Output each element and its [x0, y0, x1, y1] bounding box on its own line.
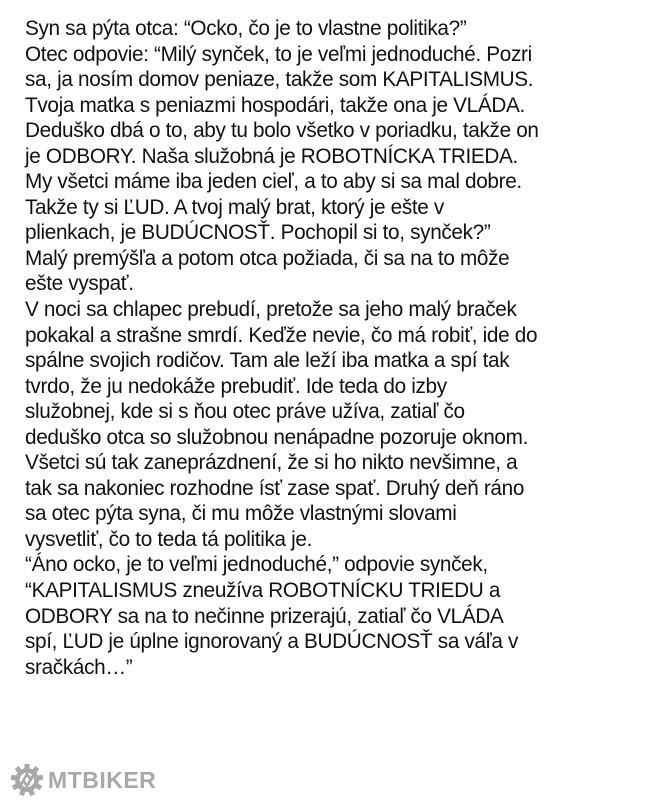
text-line: sračkách…” [25, 654, 133, 679]
text-line: tvrdo, že ju nedokáže prebudiť. Ide teda do izby [25, 373, 447, 398]
text-line: Tvoja matka s peniazmi hospodári, takže ona je VLÁDA. [25, 92, 525, 117]
text-line: plienkach, je BUDÚCNOSŤ. Pochopil si to, synček?” [25, 220, 491, 245]
text-line: Deduško dbá o to, aby tu bolo všetko v poriadku, takže on [25, 118, 539, 143]
text-line: ODBORY sa na to nečinne prizerajú, zatiaľ čo VLÁDA [25, 603, 504, 628]
text-line: služobnej, kde si s ňou otec práve užíva, zatiaľ čo [25, 399, 465, 424]
text-line: Všetci sú tak zaneprázdnení, že si ho nikto nevšimne, a [25, 450, 518, 475]
text-line: vysvetliť, čo to teda tá politika je. [25, 526, 313, 551]
joke-text-document [25, 16, 633, 680]
text-line: spálne svojich rodičov. Tam ale leží iba matka a spí tak [25, 348, 510, 373]
text-line: My všetci máme iba jeden cieľ, a to aby si sa mal dobre. [25, 169, 522, 194]
text-line: Otec odpovie: “Milý synček, to je veľmi jednoduché. Pozri [25, 41, 532, 66]
text-line: Malý premýšľa a potom otca požiada, či sa na to môže [25, 245, 510, 270]
text-line: deduško otca so služobnou nenápadne pozoruje oknom. [25, 424, 529, 449]
text-line: ešte vyspať. [25, 271, 134, 296]
text-line: je ODBORY. Naša služobná je ROBOTNÍCKA TRIEDA. [25, 143, 518, 168]
text-line: Syn sa pýta otca: “Ocko, čo je to vlastne politika?” [25, 16, 467, 40]
text-line: V noci sa chlapec prebudí, pretože sa jeho malý braček [25, 297, 517, 322]
text-line: “Áno ocko, je to veľmi jednoduché,” odpovie synček, [25, 552, 488, 577]
text-line: “KAPITALISMUS zneužíva ROBOTNÍCKU TRIEDU a [25, 578, 501, 603]
text-line: sa otec pýta syna, či mu môže vlastnými slovami [25, 501, 457, 526]
text-line: tak sa nakoniec rozhodne ísť zase spať. Druhý deň ráno [25, 475, 525, 500]
text-line: pokakal a strašne smrdí. Keďže nevie, čo má robiť, ide do [25, 322, 538, 347]
text-line: spí, ĽUD je úplne ignorovaný a BUDÚCNOSŤ sa váľa v [25, 629, 519, 654]
mtbiker-watermark [10, 763, 156, 797]
gear-logo-icon [10, 763, 44, 797]
text-line: Takže ty si ĽUD. A tvoj malý brat, ktorý je ešte v [25, 194, 444, 219]
watermark-brand: MTBIKER [48, 766, 157, 793]
text-line: sa, ja nosím domov peniaze, takže som KAPITALISMUS. [25, 67, 534, 92]
